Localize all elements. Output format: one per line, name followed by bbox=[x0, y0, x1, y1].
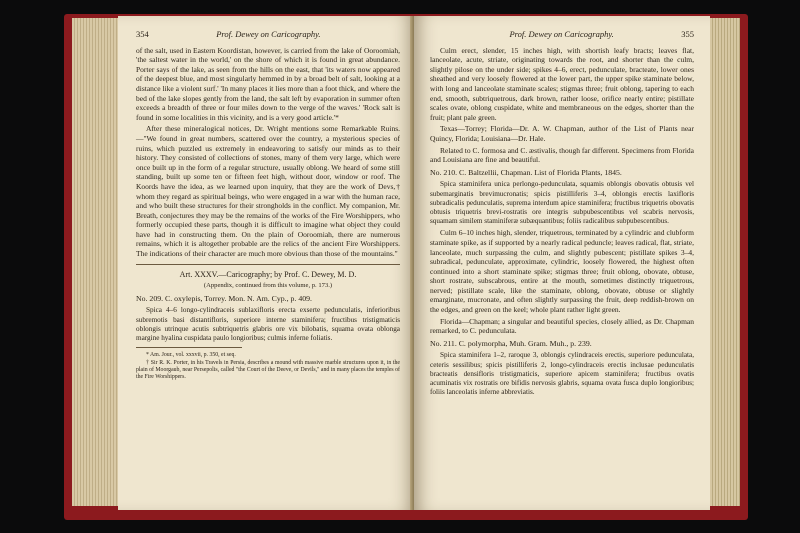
right-page-header bbox=[430, 30, 694, 40]
left-paragraph-1: of the salt, used in Eastern Koordistan, however, is carried from the lake of Ooroomiah, 'the saltest water in the world,' on the shore of which it is found in great abundance. Porter says of the lake, as seen from the hills on the east, that 'its waters now appeared of the deepest blue, and most singularly hemmed in by a broad belt of salt, looking at a distance like a violent surf.' 'In many places it lies more than a foot thick, and where the bed of the lake slopes gently from the land, the salt left by evaporation in summer often exceeds a breadth of three or four miles down to the verge of the waves.' 'Rock salt is found in some localities in this vicinity, and is a very good article.'* bbox=[136, 45, 400, 122]
page-edges-left bbox=[72, 18, 118, 506]
latin-description-211: Spica staminifera 1–2, raroque 3, oblongis cylindraceis erectis, superiore pedunculata, ceteris sessilibus; spicis pistilliferis 2, longo-cylindraceis erectis inclusae pedunculatis bracteatis densifloris tristigmaticis, superiore apicem staminifera; fructibus ovatis acuminatis vix rostratis ore bifidis nervosis glabris, squama ovata fusca duplo longioribus; foliis lanceolatis inferne abbreviatis. bbox=[430, 351, 694, 397]
right-paragraph-3: Related to C. formosa and C. æstivalis, though far different. Specimens from Florida and Louisiana are fine and beautiful. bbox=[430, 145, 694, 165]
article-divider bbox=[136, 264, 400, 265]
right-paragraph-5: Florida—Chapman; a singular and beautiful species, closely allied, as Dr. Chapman remarked, to C. pedunculata. bbox=[430, 316, 694, 336]
latin-description-210: Spica staminifera unica perlongo-pedunculata, squamis oblongis obovatis obtusis vel subemarginatis brevimucronatis; spicis pistilliferis 3–4, oblongis erectis laxifloris subradicalis pedunculatis, suprema interdum apice staminifera; fructibus triquetris obovatis obtusis triquetris brevi-rostratis ore integris subpubescentibus vel scabris nervosis, squamam similem staminiferæ subæquantibus; foliis radicalibus subpubescentibus. bbox=[430, 180, 694, 226]
entry-211: No. 211. C. polymorpha, Muh. Gram. Muh., p. 239. bbox=[430, 338, 592, 348]
left-page-number: 354 bbox=[136, 29, 149, 39]
left-page-content bbox=[136, 30, 400, 381]
left-page-header bbox=[136, 30, 400, 40]
entry-210: No. 210. C. Baltzellii, Chapman. List of Florida Plants, 1845. bbox=[430, 167, 622, 177]
right-page bbox=[414, 16, 710, 510]
right-paragraph-2: Texas—Torrey; Florida—Dr. A. W. Chapman, author of the List of Plants near Quincy, Florida; Louisiana—Dr. Hale. bbox=[430, 124, 694, 143]
right-page-number: 355 bbox=[681, 29, 694, 39]
left-paragraph-2: After these mineralogical notices, Dr. Wright mentions some Remarkable Ruins.—"We found in great numbers, scattered over the country, a mysterious species of ruins, which puzzled us extremely in endeavoring to satisfy our minds as to their history. They consisted of collections of stones, many of them very large, which were once built up in the form of a regular structure, usually oblong. We heard of some still standing, built up some ten or fifteen feet high, without door, window or roof. The Koords have the idea, as we learned upon inquiry, that they are the work of Devs,† whom they regard as spiritual beings, who were engaged in a war with the human race, and who built these structures for their strongholds in the conflict. My companion, Mr. Breath, conjectures they may be the remains of the works of the Fire Worshippers, who formerly occupied these parts, though it is difficult to imagine what object they could have had in constructing them. On the plain of Ooroomiah, there are numerous remains, which it is altogether probable are the relics of the ancient Fire Worshippers. The indications of their character are much more obvious than those of the mountains." bbox=[136, 124, 400, 259]
left-page bbox=[118, 16, 414, 510]
entry-209: No. 209. C. oxylepis, Torrey. Mon. N. Am. Cyp., p. 409. bbox=[136, 293, 312, 303]
footnote-divider bbox=[136, 347, 242, 348]
article-note: (Appendix, continued from this volume, p. 173.) bbox=[203, 282, 333, 290]
footnote-1: * Am. Jour., vol. xxxvii, p. 350, et seq. bbox=[146, 352, 236, 359]
right-paragraph-4: Culm 6–10 inches high, slender, triquetrous, terminated by a cylindric and clubform staminate spike, as if supported by a nearly radical peduncle; leaves radical, flat, striate, lanceolate, much surpassing the culm, and slightly pubescent; pistillate spikes 3–4, subradical, pedunculate, approximate, cylindric, loosely flowered, the highest often continued into a short staminate spike; stigmas three; fruit oblong, obovate, obtuse, short rostrate, subscabrous, entire at the mouth, sometimes distinctly triquetrous, nerved; pistillate scale, like the staminate, oblong, obovate, obtuse or slightly emarginate, mucronate, and often slightly surpassing the fruit, deep reddish-brown on the edges, and green on the keel; whole plant rather light green. bbox=[430, 228, 694, 315]
right-running-title: Prof. Dewey on Caricography. bbox=[509, 29, 614, 39]
page-edges-right bbox=[710, 18, 740, 506]
latin-description-209: Spica 4–6 longo-cylindraceis sublaxifloris erecta exserte pedunculatis, inferioribus subremotis basi distantifloris, superiore interne staminifera; fructibus tristigmaticis oblongis utrinque acutis subtriquetris glabris ore vix bilobatis, squama ovata oblonga margine hyalina cuspidata paulo longioribus; culmis inferne foliatis. bbox=[136, 306, 400, 343]
right-paragraph-1: Culm erect, slender, 15 inches high, with shortish leafy bracts; leaves flat, lanceolate, acute, striate, originating towards the root, and shorter than the culm, slightly pilose on the under side; spikes 4–6, erect, pedunculate, bracteate, lower ones sheathed and very loosely flowered at the lower part, the upper spike staminate below, with long and lanceolate staminate scales; stigmas three; fruit oblong, tapering to each end, smooth, subtriquetrous, dark brown, rather loose, orifice nearly entire; pistillate scales ovate, oblong cuspidate, white and membraneous on the edges, shorter than the fruit; plant pale green. bbox=[430, 45, 694, 122]
book bbox=[64, 10, 748, 520]
right-page-content bbox=[430, 30, 694, 397]
footnote-2: † Sir R. K. Porter, in his Travels in Persia, describes a mound with massive marble structures upon it, in the plain of Moorgaub, near Persepolis, called "the Court of the Deeve, or Devils," and in many places the temples of the Fire Worshippers. bbox=[136, 360, 400, 381]
article-heading: Art. XXXV.—Caricography; by Prof. C. Dewey, M. D. bbox=[179, 269, 357, 279]
left-running-title: Prof. Dewey on Caricography. bbox=[216, 29, 321, 39]
